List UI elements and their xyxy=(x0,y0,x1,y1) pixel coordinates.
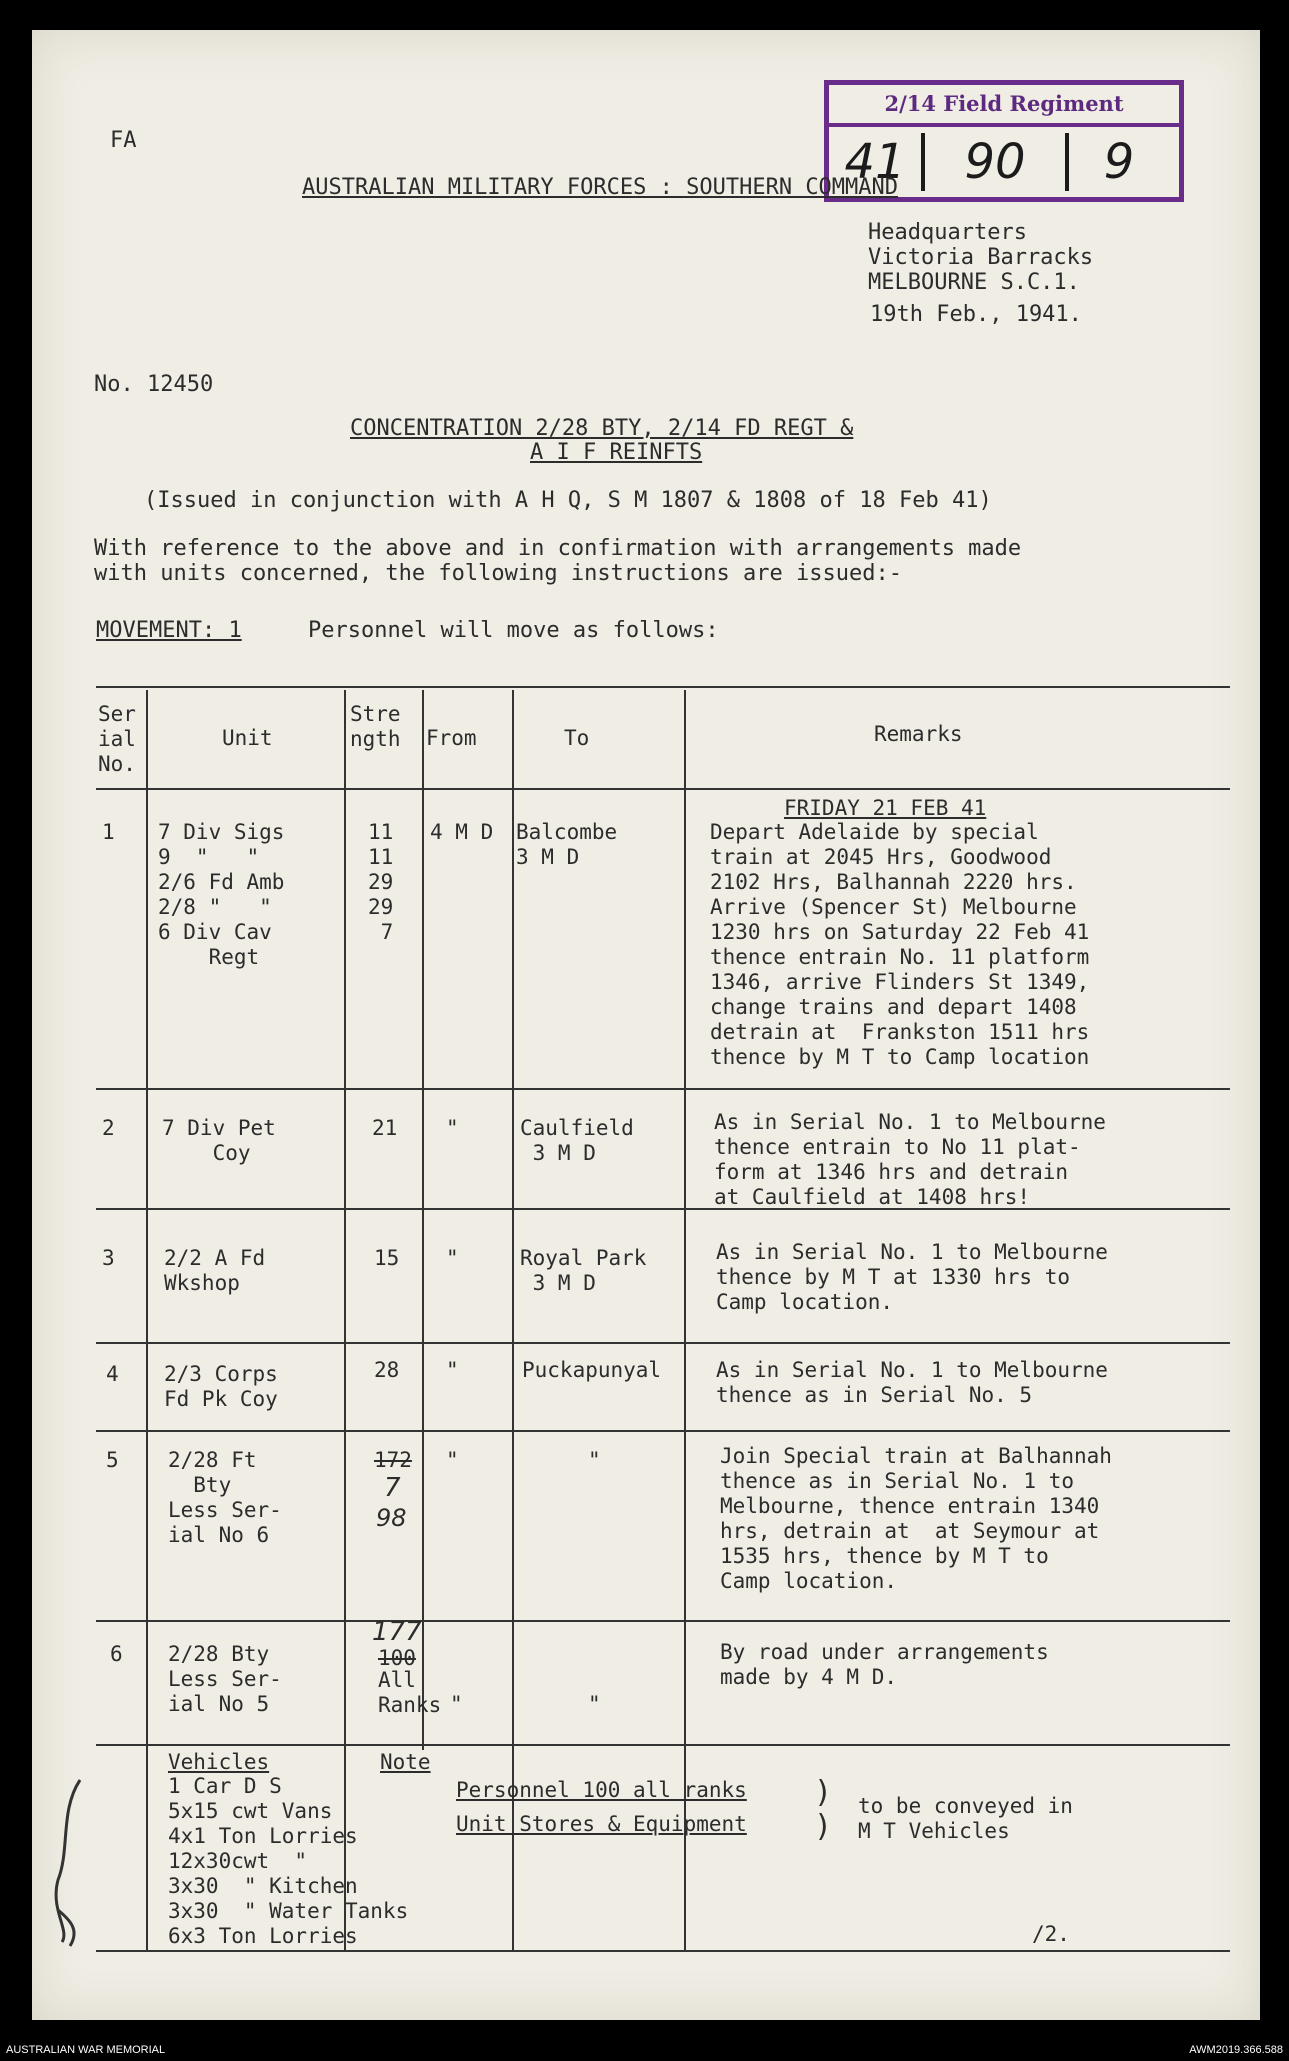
header-serial: Ser ial No. xyxy=(98,702,136,776)
issued-note: (Issued in conjunction with A H Q, S M 1807 & 1808 of 18 Feb 41) xyxy=(144,488,992,513)
handwritten-mark: 7 xyxy=(384,1473,401,1503)
from-cell: " xyxy=(446,1246,459,1270)
document-heading: AUSTRALIAN MILITARY FORCES : SOUTHERN COMMAND xyxy=(302,175,899,200)
vehicles-title: Vehicles xyxy=(168,1750,270,1774)
serial-cell: 5 xyxy=(106,1448,119,1472)
from-cell: " xyxy=(446,1448,459,1472)
stamp-number: 90 xyxy=(964,134,1026,190)
note-line: Unit Stores & Equipment xyxy=(456,1812,747,1836)
serial-cell: 3 xyxy=(102,1246,115,1270)
note-line: Personnel 100 all ranks xyxy=(456,1778,747,1802)
address-line: MELBOURNE S.C.1. xyxy=(868,270,1080,295)
corner-mark: FA xyxy=(110,128,137,153)
to-cell: Royal Park 3 M D xyxy=(520,1246,647,1295)
to-cell: Caulfield 3 M D xyxy=(520,1116,634,1165)
serial-cell: 4 xyxy=(106,1362,119,1386)
stamp-number: 9 xyxy=(1103,134,1135,190)
to-cell: " xyxy=(588,1448,601,1472)
serial-cell: 6 xyxy=(110,1642,123,1666)
footer-right: AWM2019.366.588 xyxy=(1189,2044,1283,2056)
from-cell: " xyxy=(450,1692,463,1716)
margin-scribble xyxy=(40,1770,100,1950)
vehicle-item: 6x3 Ton Lorries xyxy=(168,1924,358,1948)
vehicle-item: 1 Car D S xyxy=(168,1774,282,1798)
unit-cell: 2/28 Bty Less Ser- ial No 5 xyxy=(168,1642,282,1716)
struck-strength: 100 xyxy=(378,1646,416,1670)
strength-cell: 11 11 29 29 7 xyxy=(368,820,394,944)
page-continuation: /2. xyxy=(1032,1922,1070,1946)
remarks-cell: Join Special train at Balhannah thence as in Serial No. 1 to Melbourne, thence entrain 1340 hrs, detrain at at Seymour at 1535 hrs, thence by M T to Camp location. xyxy=(720,1444,1112,1593)
brace: ) xyxy=(814,1809,833,1844)
brace: ) xyxy=(814,1775,833,1810)
remarks-cell: As in Serial No. 1 to Melbourne thence entrain to No 11 plat- form at 1346 hrs and detrain at Caulfield at 1408 hrs! xyxy=(714,1110,1106,1209)
to-cell: Puckapunyal xyxy=(522,1358,662,1382)
unit-cell: 2/3 Corps Fd Pk Coy xyxy=(164,1362,278,1411)
unit-cell: 2/28 Ft Bty Less Ser- ial No 6 xyxy=(168,1448,282,1547)
movement-label: MOVEMENT: 1 xyxy=(96,618,242,643)
movement-text: Personnel will move as follows: xyxy=(308,618,719,643)
strength-cell: 15 xyxy=(374,1246,400,1270)
intro-text: with units concerned, the following instructions are issued:- xyxy=(94,561,902,586)
handwritten-strength: 177 xyxy=(372,1617,422,1647)
struck-strength: 172 xyxy=(374,1448,412,1472)
address-line: Victoria Barracks xyxy=(868,245,1094,270)
header-to: To xyxy=(564,726,590,750)
remarks-heading: FRIDAY 21 FEB 41 xyxy=(784,796,987,820)
header-remarks: Remarks xyxy=(874,722,963,746)
header-unit: Unit xyxy=(222,726,273,750)
footer-left: AUSTRALIAN WAR MEMORIAL xyxy=(6,2044,166,2056)
unit-cell: 7 Div Sigs 9 " " 2/6 Fd Amb 2/8 " " 6 Div Cav Regt xyxy=(158,820,285,969)
unit-cell: 7 Div Pet Coy xyxy=(162,1116,276,1165)
unit-cell: 2/2 A Fd Wkshop xyxy=(164,1246,266,1295)
remarks-cell: By road under arrangements made by 4 M D. xyxy=(720,1640,1049,1689)
document-number: No. 12450 xyxy=(94,372,214,397)
document-page xyxy=(32,30,1260,2020)
vehicle-item: 5x15 cwt Vans xyxy=(168,1799,333,1823)
strength-cell: 98 xyxy=(376,1504,407,1532)
from-cell: 4 M D xyxy=(430,820,494,844)
to-cell: Balcombe 3 M D xyxy=(516,820,618,869)
subject-line: A I F REINFTS xyxy=(530,440,703,465)
serial-cell: 1 xyxy=(102,820,115,844)
note-label: Note xyxy=(380,1750,431,1774)
from-cell: " xyxy=(446,1358,459,1382)
intro-text: With reference to the above and in confirmation with arrangements made xyxy=(94,536,1022,561)
serial-cell: 2 xyxy=(102,1116,115,1140)
vehicle-item: 4x1 Ton Lorries xyxy=(168,1824,358,1848)
strength-cell: All Ranks xyxy=(378,1668,442,1717)
document-date: 19th Feb., 1941. xyxy=(870,302,1082,327)
remarks-cell: As in Serial No. 1 to Melbourne thence as in Serial No. 5 xyxy=(716,1358,1108,1407)
subject-line: CONCENTRATION 2/28 BTY, 2/14 FD REGT & xyxy=(350,416,854,441)
vehicle-item: 12x30cwt " xyxy=(168,1849,308,1873)
remarks-cell: Depart Adelaide by special train at 2045 Hrs, Goodwood 2102 Hrs, Balhannah 2220 hrs. Arrive (Spencer St) Melbourne 1230 hrs on Saturday 22 Feb 41 thence entrain No. 11 platform 1346, arrive Flinders St 1349, change trains and depart 1408 detrain at Frankston 1511 hrs thence by M T to Camp location xyxy=(710,820,1090,1069)
strength-cell: 21 xyxy=(372,1116,398,1140)
note-tail: to be conveyed in M T Vehicles xyxy=(858,1794,1073,1843)
stamp-title: 2/14 Field Regiment xyxy=(829,85,1179,127)
archive-footer xyxy=(0,2040,1289,2061)
vehicle-item: 3x30 " Water Tanks xyxy=(168,1899,409,1923)
strength-cell: 28 xyxy=(374,1358,400,1382)
header-from: From xyxy=(426,726,477,750)
vehicle-item: 3x30 " Kitchen xyxy=(168,1874,358,1898)
to-cell: " xyxy=(588,1692,601,1716)
from-cell: " xyxy=(446,1116,459,1140)
address-line: Headquarters xyxy=(868,220,1027,245)
stamp-number: 41 xyxy=(844,134,906,190)
remarks-cell: As in Serial No. 1 to Melbourne thence by M T at 1330 hrs to Camp location. xyxy=(716,1240,1108,1314)
header-strength: Stre ngth xyxy=(350,702,401,751)
